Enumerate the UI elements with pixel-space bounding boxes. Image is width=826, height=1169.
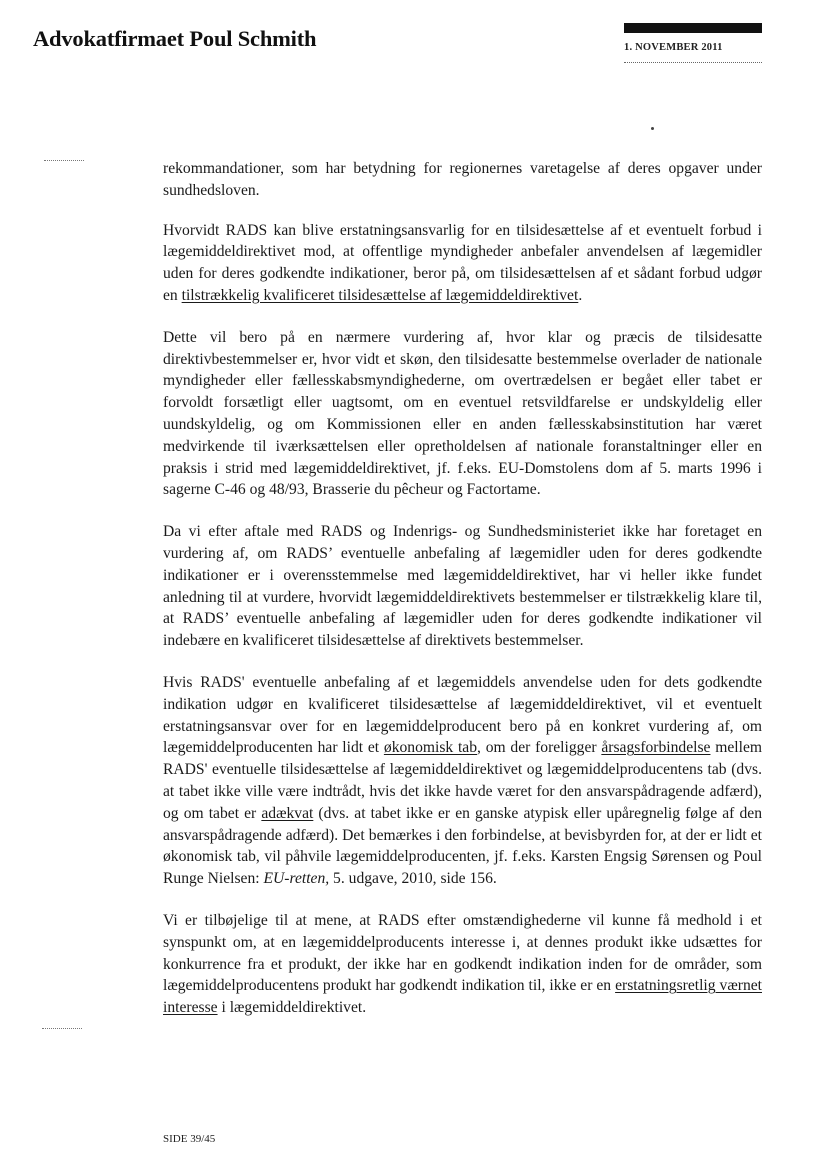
scan-speck [651,127,654,130]
underlined-term: erstatningsretlig værnet interesse [163,977,762,1017]
document-date: 1. NOVEMBER 2011 [624,42,723,53]
paragraph: Hvis RADS' eventuelle anbefaling af et lægemiddels anvendelse uden for dets godkendte indikation udgør en kvalificeret tilsidesættelse af lægemiddeldirektivet, vil et eventuelt erstatningsansvar over for en lægemiddelproducent bero på en konkret vurdering af, om lægemiddelproducenten har lidt et økonomisk tab, om der foreligger årsagsforbindelse mellem RADS' eventuelle tilsidesættelse af lægemiddeldirektivet og lægemiddelproducentens tab (dvs. at tabet ikke ville være indtrådt, hvis det ikke havde været for den ansvarspådragende adfærd), og om tabet er adækvat (dvs. at tabet ikke er en ganske atypisk eller upåregnelig følge af den ansvarspådragende adfærd). Det bemærkes i den forbindelse, at bevisbyrden for, at der er lidt et økonomisk tab, vil påhvile lægemiddelproducenten, jf. f.eks. Karsten Engsig Sørensen og Poul Runge Nielsen: EU-retten, 5. udgave, 2010, side 156. [163,673,763,888]
margin-mark [44,160,84,161]
paragraph: Hvorvidt RADS kan blive erstatningsansvarlig for en tilsidesættelse af et eventuelt forbud i lægemiddeldirektivet mod, at offentlige myndigheder anbefaler anvendelsen af lægemidler uden for deres godkendte indikationer, beror på, om tilsidesættelsen af et sådant forbud udgør en tilstrækkelig kvalificeret tilsidesættelse af lægemiddeldirektivet. [163,221,762,304]
underlined-term: årsagsforbindelse [601,739,711,757]
firm-name: Advokatfirmaet Poul Schmith [33,26,317,51]
book-title: EU-retten, [263,870,330,888]
date-divider [624,62,762,63]
underlined-term: tilstrækkelig kvalificeret tilsidesættelse af lægemiddeldirektivet [181,286,579,304]
underlined-term: økonomisk tab [383,739,478,757]
paragraph: Dette vil bero på en nærmere vurdering af, hvor klar og præcis de tilsidesatte direktivbestemmelser er, hvor vidt et skøn, den tilsidesatte bestemmelse overlader de nationale myndigheder eller fællesskabsmyndighederne, om overtrædelsen er begået eller tabet er forvoldt forsætligt eller uagtsomt, om en eventuel retsvildfarelse er undskyldelig eller uundskyldelig, og om Kommissionen eller en anden fællesskabsinstitution har været medvirkende til iværksættelsen eller opretholdelsen af nationale foranstaltninger eller en praksis i strid med lægemiddeldirektivet, jf. f.eks. EU-Domstolens dom af 5. marts 1996 i sagerne C-46 og 48/93, Brasserie du pêcheur og Factortame. [163,328,762,499]
document-body [163,158,762,1039]
page-number: SIDE 39/45 [163,1133,216,1145]
margin-mark [42,1028,82,1029]
paragraph: Da vi efter aftale med RADS og Indenrigs- og Sundhedsministeriet ikke har foretaget en vurdering af, om RADS’ eventuelle anbefaling af lægemidler uden for deres godkendte indikationer er i overensstemmelse med lægemiddeldirektivet, har vi heller ikke fundet anledning til at vurdere, hvorvidt lægemiddeldirektivets bestemmelser er tilstrækkelig klare til, at RADS’ eventuelle anbefaling af lægemidler uden for deres godkendte indikationer vil indebære en kvalificeret tilsidesættelse af direktivets bestemmelser. [163,523,762,650]
paragraph: rekommandationer, som har betydning for regionernes varetagelse af deres opgaver under sundhedsloven. [163,160,762,199]
header-bar [624,23,762,33]
paragraph: Vi er tilbøjelige til at mene, at RADS efter omstændighederne vil kunne få medhold i et synspunkt om, at en lægemiddelproducents interesse i, at dennes produkt ikke udsættes for konkurrence fra et produkt, der ikke har en godkendt indikation inden for de områder, som lægemiddelproducentens produkt har godkendt indikation til, ikke er en erstatningsretlig værnet interesse i lægemiddeldirektivet. [163,911,762,1017]
underlined-term: adækvat [261,804,314,822]
